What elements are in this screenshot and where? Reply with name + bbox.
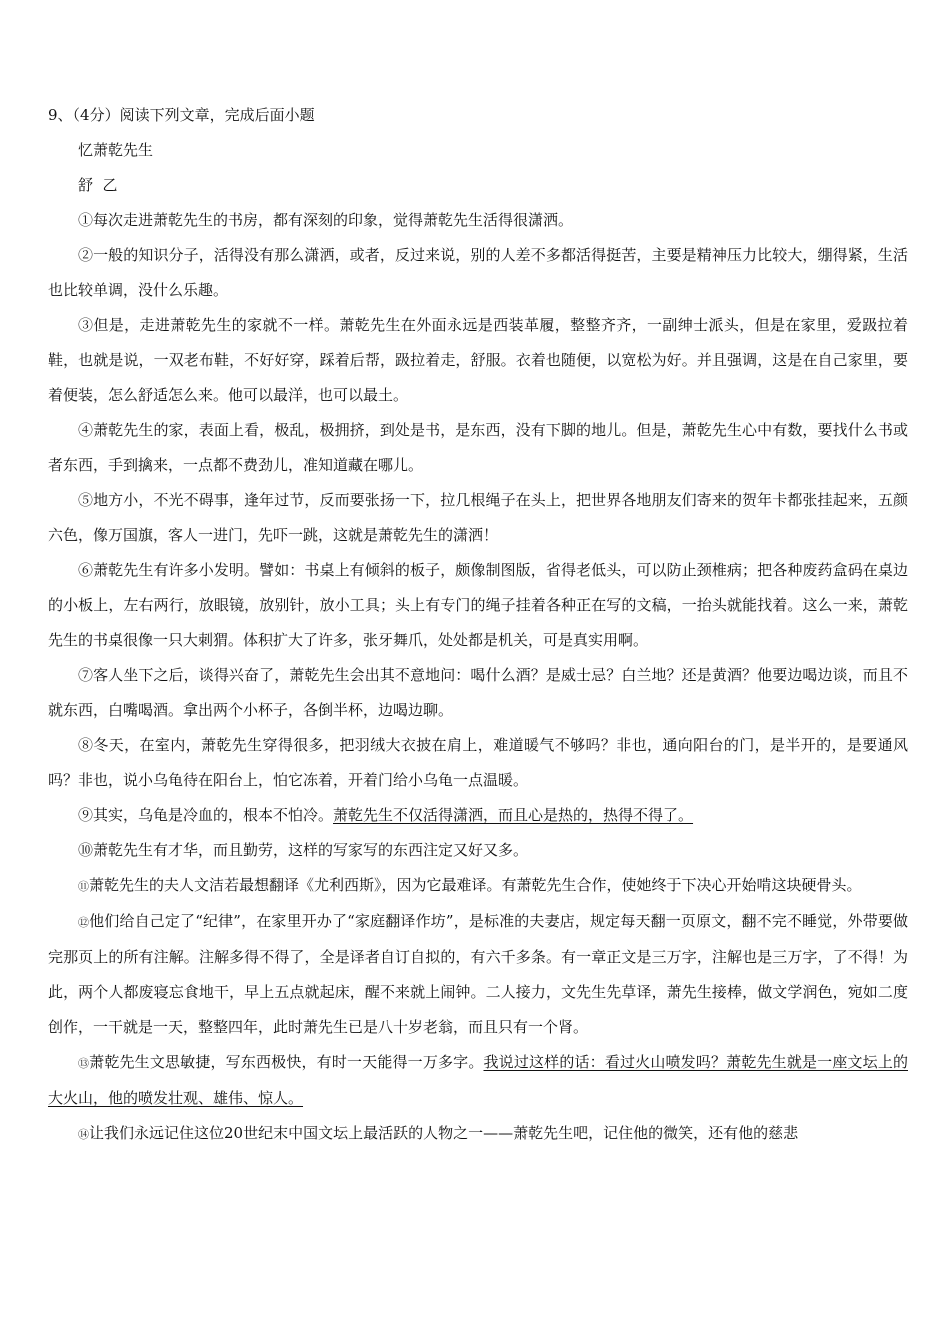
paragraph-number: ⑭ — [78, 1128, 89, 1141]
paragraph-text: 地方小，不光不碍事，逢年过节，反而要张扬一下，拉几根绳子在头上，把世界各地朋友们寄来的贺年卡都张挂起来，五颜六色，像万国旗，客人一进门，先吓一跳，这就是萧乾先生的潇洒！ — [48, 491, 908, 544]
paragraph-number: ⑧ — [78, 736, 94, 754]
reading-passage — [48, 98, 908, 1152]
paragraph-text: 萧乾先生有才华，而且勤劳，这样的写家写的东西注定又好又多。 — [93, 841, 529, 859]
paragraph-8 — [48, 728, 908, 798]
paragraph-text: 萧乾先生文思敏捷，写东西极快，有时一天能得一万多字。 — [89, 1053, 484, 1071]
paragraph-number: ⑪ — [78, 880, 89, 893]
paragraph-12 — [48, 904, 908, 1045]
paragraph-text: 萧乾先生有许多小发明。譬如：书桌上有倾斜的板子，颇像制图版，省得老低头，可以防止颈椎病；把各种废药盒码在桌边的小板上，左右两行，放眼镜，放别针，放小工具；头上有专门的绳子挂着各种正在写的文稿，一抬头就能找着。这么一来，萧乾先生的书桌很像一只大刺猬。体积扩大了许多，张牙舞爪，处处都是机关，可是真实用啊。 — [48, 561, 908, 649]
paragraph-text: 每次走进萧乾先生的书房，都有深刻的印象，觉得萧乾先生活得很潇洒。 — [93, 211, 574, 229]
paragraph-7 — [48, 658, 908, 728]
paragraph-number: ① — [78, 211, 94, 229]
paragraph-number: ⑫ — [78, 916, 90, 929]
article-author: 舒 乙 — [78, 176, 118, 194]
paragraph-9 — [48, 798, 908, 833]
paragraph-number: ③ — [78, 316, 94, 334]
paragraph-number: ⑩ — [78, 841, 94, 859]
paragraph-number: ④ — [78, 421, 94, 439]
paragraph-number: ② — [78, 246, 94, 264]
paragraph-3 — [48, 308, 908, 413]
paragraph-13 — [48, 1045, 908, 1116]
paragraph-number: ⑬ — [78, 1057, 90, 1070]
paragraph-2 — [48, 238, 908, 308]
paragraph-text: 让我们永远记住这位20世纪末中国文坛上最活跃的人物之一——萧乾先生吧，记住他的微笑，还有他的慈悲 — [89, 1124, 799, 1142]
paragraph-text: 他们给自己定了“纪律”，在家里开办了“家庭翻译作坊”，是标准的夫妻店，规定每天翻一页原文，翻不完不睡觉，外带要做完那页上的所有注解。注解多得不得了，全是译者自订自拟的，有六千多条。有一章正文是三万字，注解也是三万字，了不得！为此，两个人都废寝忘食地干，早上五点就起床，醒不来就上闹钟。二人接力，文先生先草译，萧先生接棒，做文学润色，宛如二度创作，一干就是一天，整整四年，此时萧先生已是八十岁老翁，而且只有一个肾。 — [48, 912, 908, 1036]
paragraph-10 — [48, 833, 908, 868]
paragraph-6 — [48, 553, 908, 658]
paragraph-number: ⑨ — [78, 806, 94, 824]
article-title: 忆萧乾先生 — [78, 141, 154, 159]
paragraph-number: ⑥ — [78, 561, 94, 579]
paragraph-text: 客人坐下之后，谈得兴奋了，萧乾先生会出其不意地问：喝什么酒？是威士忌？白兰地？还是黄酒？他要边喝边谈，而且不就东西，白嘴喝酒。拿出两个小杯子，各倒半杯，边喝边聊。 — [48, 666, 908, 719]
paragraph-5 — [48, 483, 908, 553]
paragraph-number: ⑤ — [78, 491, 94, 509]
underlined-sentence: 萧乾先生不仅活得潇洒，而且心是热的，热得不得了。 — [333, 806, 694, 824]
paragraph-text: 其实，乌龟是冷血的，根本不怕冷。 — [93, 806, 334, 824]
underlined-sentence: 我说过这样的话：看过火山喷发吗？萧乾先生就是一座文坛上的大火山，他的喷发壮观、雄伟、惊人。 — [48, 1053, 908, 1107]
paragraph-text: 一般的知识分子，活得没有那么潇洒，或者，反过来说，别的人差不多都活得挺苦，主要是精神压力比较大，绷得紧，生活也比较单调，没什么乐趣。 — [48, 246, 908, 299]
question-header: 9、（4分）阅读下列文章，完成后面小题 — [48, 106, 315, 124]
paragraph-text: 但是，走进萧乾先生的家就不一样。萧乾先生在外面永远是西装革履，整整齐齐，一副绅士派头，但是在家里，爱趿拉着鞋，也就是说，一双老布鞋，不好好穿，踩着后帮，趿拉着走，舒服。衣着也随便，以宽松为好。并且强调，这是在自己家里，要着便装，怎么舒适怎么来。他可以最洋，也可以最土。 — [48, 316, 908, 404]
paragraph-text: 萧乾先生的家，表面上看，极乱，极拥挤，到处是书，是东西，没有下脚的地儿。但是，萧乾先生心中有数，要找什么书或者东西，手到擒来，一点都不费劲儿，准知道藏在哪儿。 — [48, 421, 908, 474]
paragraph-14 — [48, 1116, 908, 1152]
paragraph-1 — [48, 203, 908, 238]
paragraph-number: ⑦ — [78, 666, 94, 684]
paragraph-11 — [48, 868, 908, 904]
paragraph-text: 萧乾先生的夫人文洁若最想翻译《尤利西斯》，因为它最难译。有萧乾先生合作，使她终于下决心开始啃这块硬骨头。 — [89, 876, 862, 894]
paragraph-4 — [48, 413, 908, 483]
paragraph-text: 冬天，在室内，萧乾先生穿得很多，把羽绒大衣披在肩上，难道暖气不够吗？非也，通向阳台的门，是半开的，是要通风吗？非也，说小乌龟待在阳台上，怕它冻着，开着门给小乌龟一点温暖。 — [48, 736, 908, 789]
